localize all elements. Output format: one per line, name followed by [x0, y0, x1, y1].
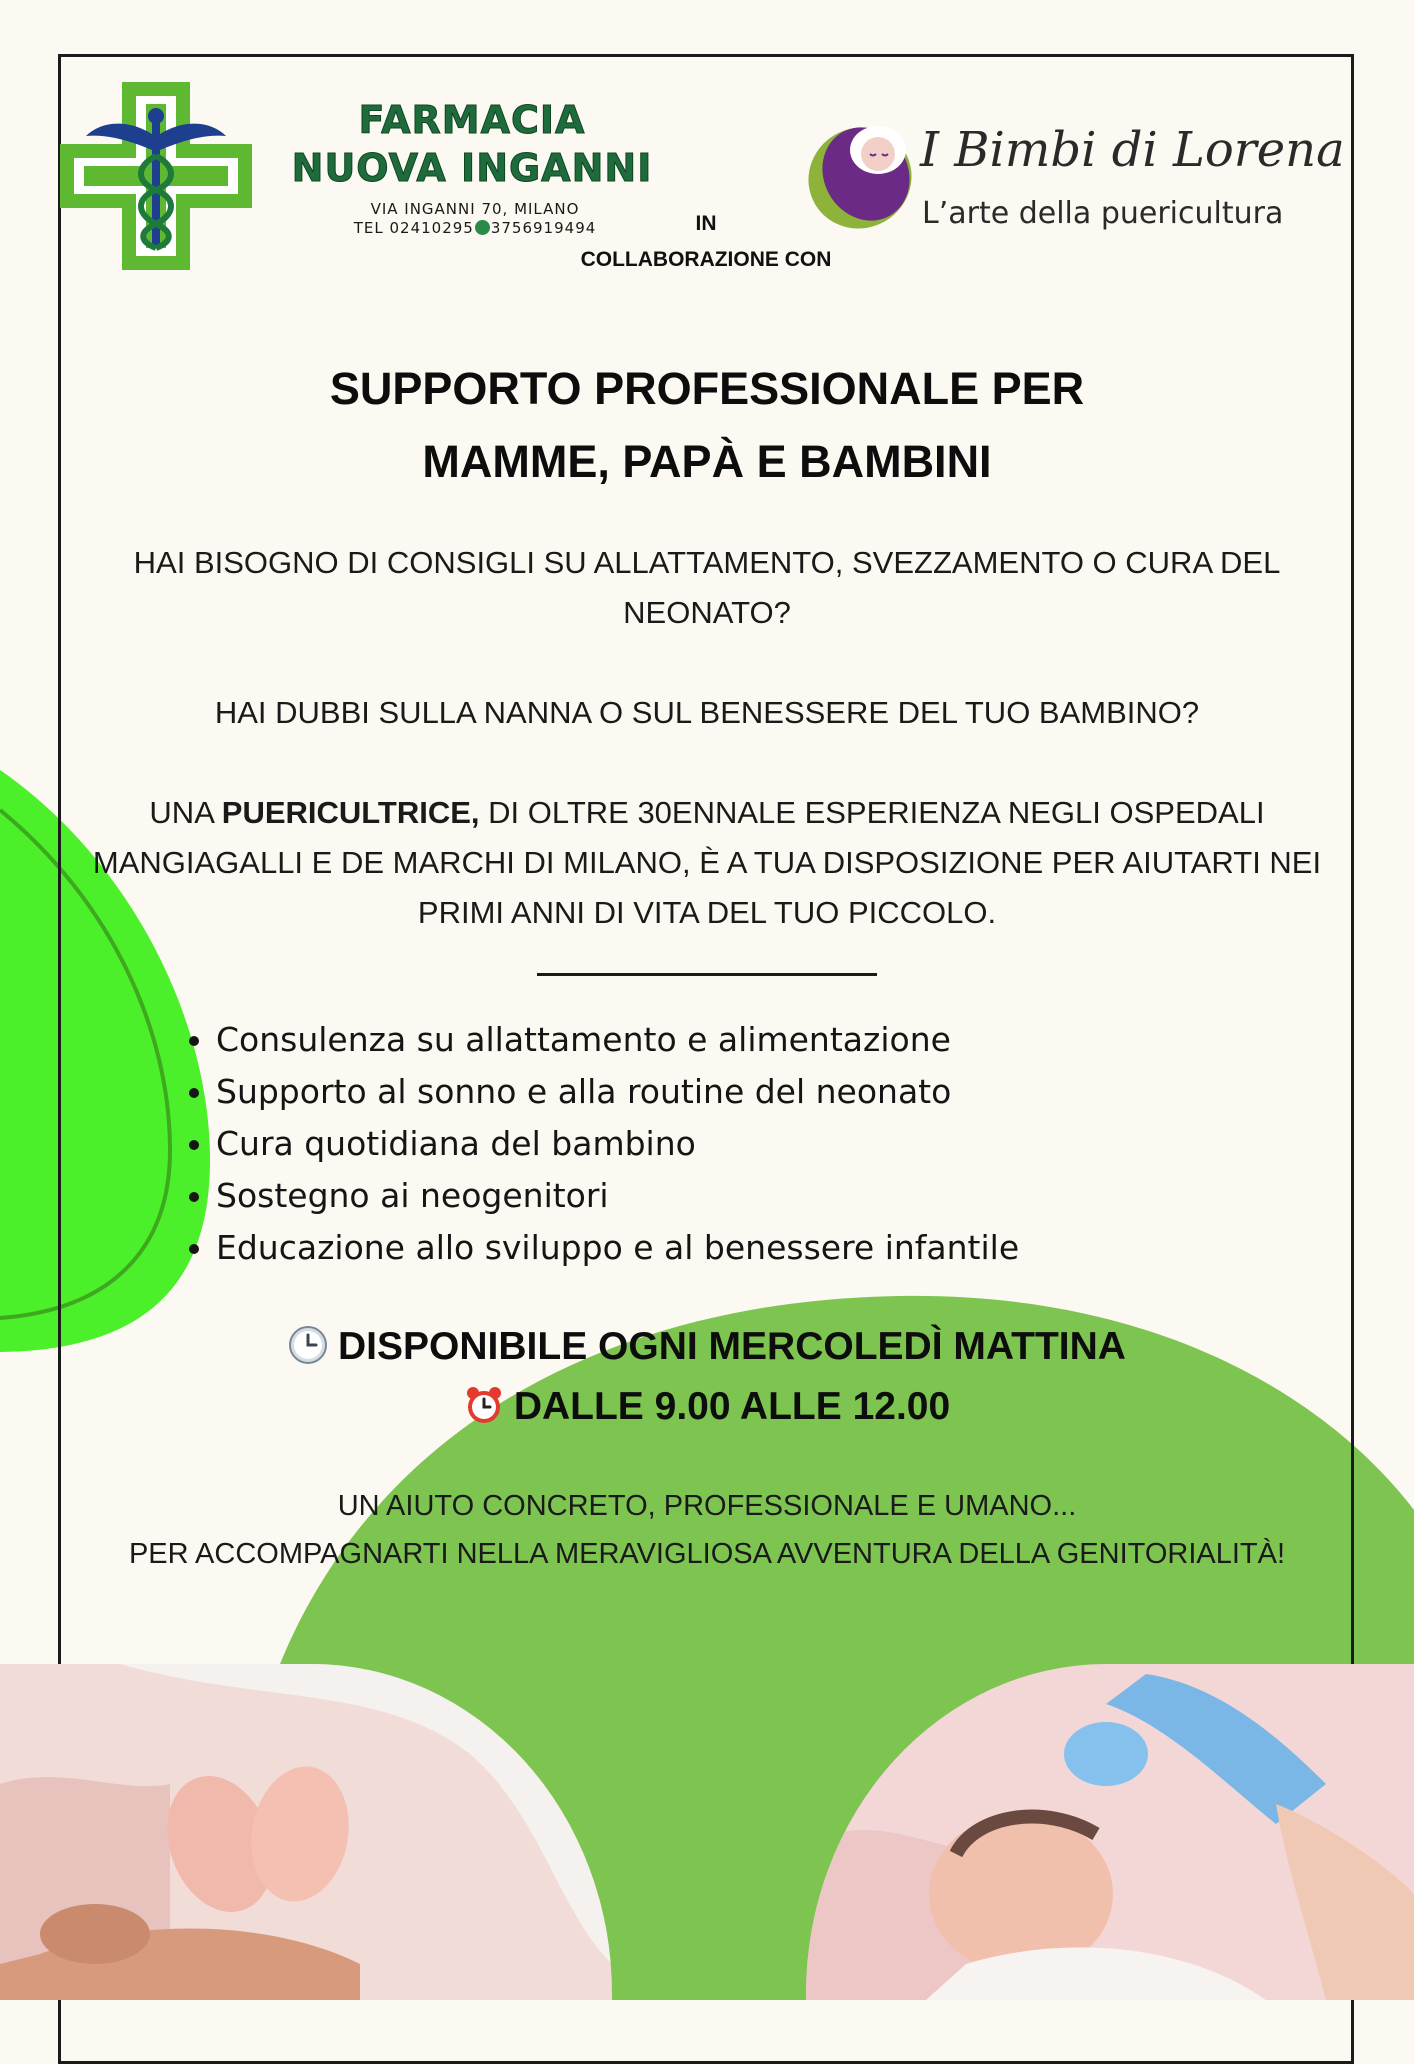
partner-name: I Bimbi di Lorena [920, 122, 1345, 178]
list-item: • Educazione allo sviluppo e al benessere infantile [216, 1222, 1019, 1274]
swaddled-baby-icon [802, 114, 920, 232]
alarm-clock-icon [464, 1385, 504, 1425]
closing-message [76, 1482, 1338, 1578]
intro-before: UNA [149, 795, 222, 830]
availability-time [160, 1377, 1254, 1437]
partner-tagline: L’arte della puericultura [922, 196, 1284, 231]
pharmacy-name [262, 96, 682, 192]
pharmacy-phone: TEL 02410295 [353, 219, 474, 237]
title-line2: MAMME, PAPÀ E BAMBINI [422, 436, 992, 487]
services-list [170, 1014, 1019, 1274]
closing-line1: UN AIUTO CONCRETO, PROFESSIONALE E UMANO... [337, 1490, 1077, 1522]
question-allattamento: HAI BISOGNO DI CONSIGLI SU ALLATTAMENTO, SVEZZAMENTO O CURA DEL NEONATO? [133, 545, 1281, 630]
whatsapp-icon [475, 220, 490, 235]
list-item: • Supporto al sonno e alla routine del neonato [216, 1066, 1019, 1118]
availability-line1: DISPONIBILE OGNI MERCOLEDÌ MATTINA [338, 1325, 1126, 1368]
intro-after: DI OLTRE 30ENNALE ESPERIENZA NEGLI OSPEDALI MANGIAGALLI E DE MARCHI DI MILANO, È A TUA DISPOSIZIONE PER AIUTARTI NEI PRIMI ANNI DI VITA DEL TUO PICCOLO. [92, 795, 1322, 930]
collaboration-line2: COLLABORAZIONE CON [580, 248, 832, 271]
pharmacy-name-line1: FARMACIA [358, 98, 586, 142]
question-nanna: HAI DUBBI SULLA NANNA O SUL BENESSERE DEL TUO BAMBINO? [214, 695, 1200, 730]
pharmacy-whatsapp: 3756919494 [490, 219, 597, 237]
list-item: • Sostegno ai neogenitori [216, 1170, 1019, 1222]
title-line1: SUPPORTO PROFESSIONALE PER [329, 363, 1085, 414]
section-divider [537, 973, 877, 976]
availability-line2: DALLE 9.00 ALLE 12.00 [513, 1385, 951, 1428]
closing-line2: PER ACCOMPAGNARTI NELLA MERAVIGLIOSA AVVENTURA DELLA GENITORIALITÀ! [128, 1538, 1286, 1570]
availability-day [160, 1317, 1254, 1377]
pharmacy-name-line2: NUOVA INGANNI [291, 146, 653, 190]
green-cross-caduceus-icon [56, 78, 256, 274]
clock-icon [288, 1325, 328, 1365]
list-item: • Cura quotidiana del bambino [216, 1118, 1019, 1170]
puericultrice-intro [76, 788, 1338, 938]
collaboration-line1: IN [695, 212, 717, 235]
availability [160, 1317, 1254, 1437]
intro-bold: PUERICULTRICE, [221, 795, 480, 830]
list-item: • Consulenza su allattamento e alimentazione [216, 1014, 1019, 1066]
page-title [160, 352, 1254, 498]
pharmacy-address: VIA INGANNI 70, MILANO [370, 200, 580, 218]
